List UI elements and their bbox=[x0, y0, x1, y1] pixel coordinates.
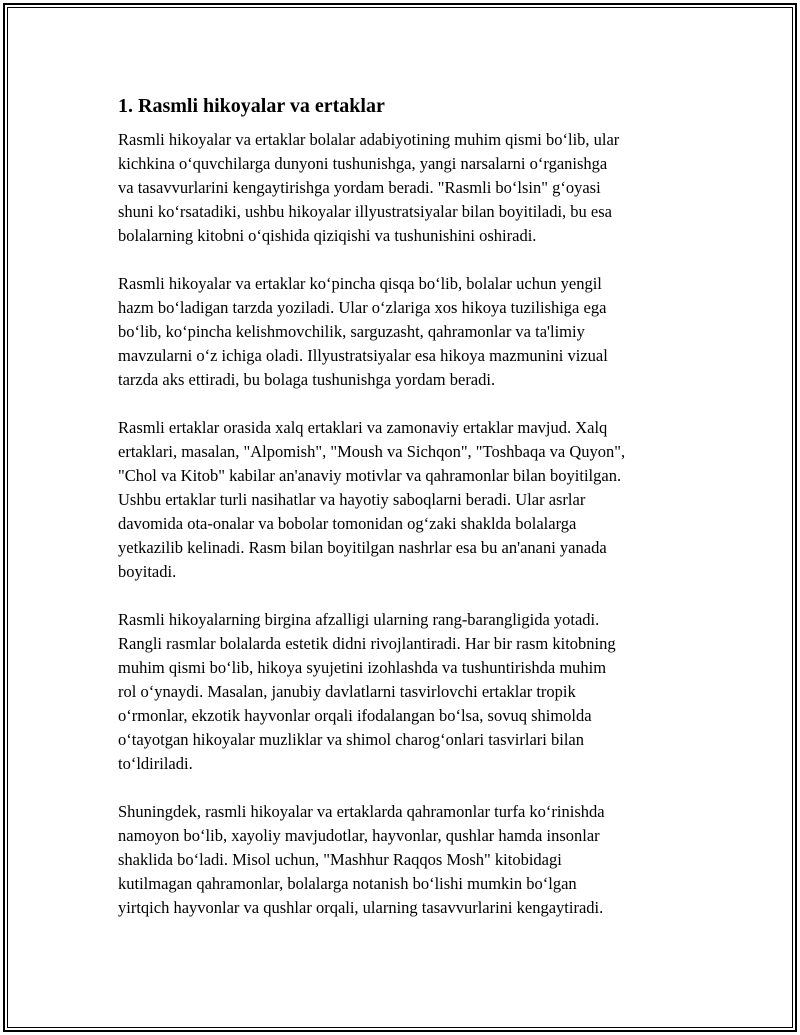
text-line: Rangli rasmlar bolalarda estetik didni rivojlantiradi. Har bir rasm kitobning bbox=[118, 634, 616, 653]
section-heading: 1. Rasmli hikoyalar va ertaklar bbox=[118, 95, 385, 117]
paragraph-1 bbox=[118, 128, 698, 248]
text-line: mavzularni o‘z ichiga oladi. Illyustratsiyalar esa hikoya mazmunini vizual bbox=[118, 346, 608, 365]
text-line: kichkina o‘quvchilarga dunyoni tushunishga, yangi narsalarni o‘rganishga bbox=[118, 154, 608, 173]
paragraph-3 bbox=[118, 416, 698, 584]
text-line: boyitadi. bbox=[118, 562, 177, 581]
text-line: davomida ota-onalar va bobolar tomonidan og‘zaki shaklda bolalarga bbox=[118, 514, 577, 533]
paragraph-4 bbox=[118, 608, 698, 776]
text-line: Ushbu ertaklar turli nasihatlar va hayotiy saboqlarni beradi. Ular asrlar bbox=[118, 490, 586, 509]
text-line: tarzda aks ettiradi, bu bolaga tushunishga yordam beradi. bbox=[118, 370, 496, 389]
text-line: shaklida bo‘ladi. Misol uchun, "Mashhur Raqqos Mosh" kitobidagi bbox=[118, 850, 562, 869]
text-line: Rasmli hikoyalar va ertaklar ko‘pincha qisqa bo‘lib, bolalar uchun yengil bbox=[118, 274, 602, 293]
text-line: Rasmli hikoyalar va ertaklar bolalar adabiyotining muhim qismi bo‘lib, ular bbox=[118, 130, 620, 149]
text-line: rol o‘ynaydi. Masalan, janubiy davlatlarni tasvirlovchi ertaklar tropik bbox=[118, 682, 576, 701]
text-line: muhim qismi bo‘lib, hikoya syujetini izohlashda va tushuntirishda muhim bbox=[118, 658, 607, 677]
text-line: Rasmli hikoyalarning birgina afzalligi ularning rang-barangligida yotadi. bbox=[118, 610, 600, 629]
text-line: ertaklari, masalan, "Alpomish", "Moush va Sichqon", "Toshbaqa va Quyon", bbox=[118, 442, 626, 461]
text-line: hazm bo‘ladigan tarzda yoziladi. Ular o‘zlariga xos hikoya tuzilishiga ega bbox=[118, 298, 607, 317]
text-line: shuni ko‘rsatadiki, ushbu hikoyalar illyustratsiyalar bilan boyitiladi, bu esa bbox=[118, 202, 612, 221]
paragraph-5 bbox=[118, 800, 698, 920]
text-line: o‘tayotgan hikoyalar muzliklar va shimol charog‘onlari tasvirlari bilan bbox=[118, 730, 584, 749]
text-line: kutilmagan qahramonlar, bolalarga notanish bo‘lishi mumkin bo‘lgan bbox=[118, 874, 577, 893]
text-line: to‘ldiriladi. bbox=[118, 754, 193, 773]
text-line: o‘rmonlar, ekzotik hayvonlar orqali ifodalangan bo‘lsa, sovuq shimolda bbox=[118, 706, 592, 725]
text-line: bo‘lib, ko‘pincha kelishmovchilik, sarguzasht, qahramonlar va ta'limiy bbox=[118, 322, 585, 341]
text-line: yirtqich hayvonlar va qushlar orqali, ularning tasavvurlarini kengaytiradi. bbox=[118, 898, 604, 917]
text-line: va tasavvurlarini kengaytirishga yordam beradi. "Rasmli bo‘lsin" g‘oyasi bbox=[118, 178, 601, 197]
text-line: yetkazilib kelinadi. Rasm bilan boyitilgan nashrlar esa bu an'anani yanada bbox=[118, 538, 607, 557]
text-line: Shuningdek, rasmli hikoyalar va ertaklarda qahramonlar turfa ko‘rinishda bbox=[118, 802, 605, 821]
text-line: Rasmli ertaklar orasida xalq ertaklari va zamonaviy ertaklar mavjud. Xalq bbox=[118, 418, 608, 437]
document-body bbox=[118, 92, 698, 944]
paragraph-2 bbox=[118, 272, 698, 392]
text-line: namoyon bo‘lib, xayoliy mavjudotlar, hayvonlar, qushlar hamda insonlar bbox=[118, 826, 600, 845]
text-line: bolalarning kitobni o‘qishida qiziqishi va tushunishini oshiradi. bbox=[118, 226, 537, 245]
text-line: "Chol va Kitob" kabilar an'anaviy motivlar va qahramonlar bilan boyitilgan. bbox=[118, 466, 622, 485]
